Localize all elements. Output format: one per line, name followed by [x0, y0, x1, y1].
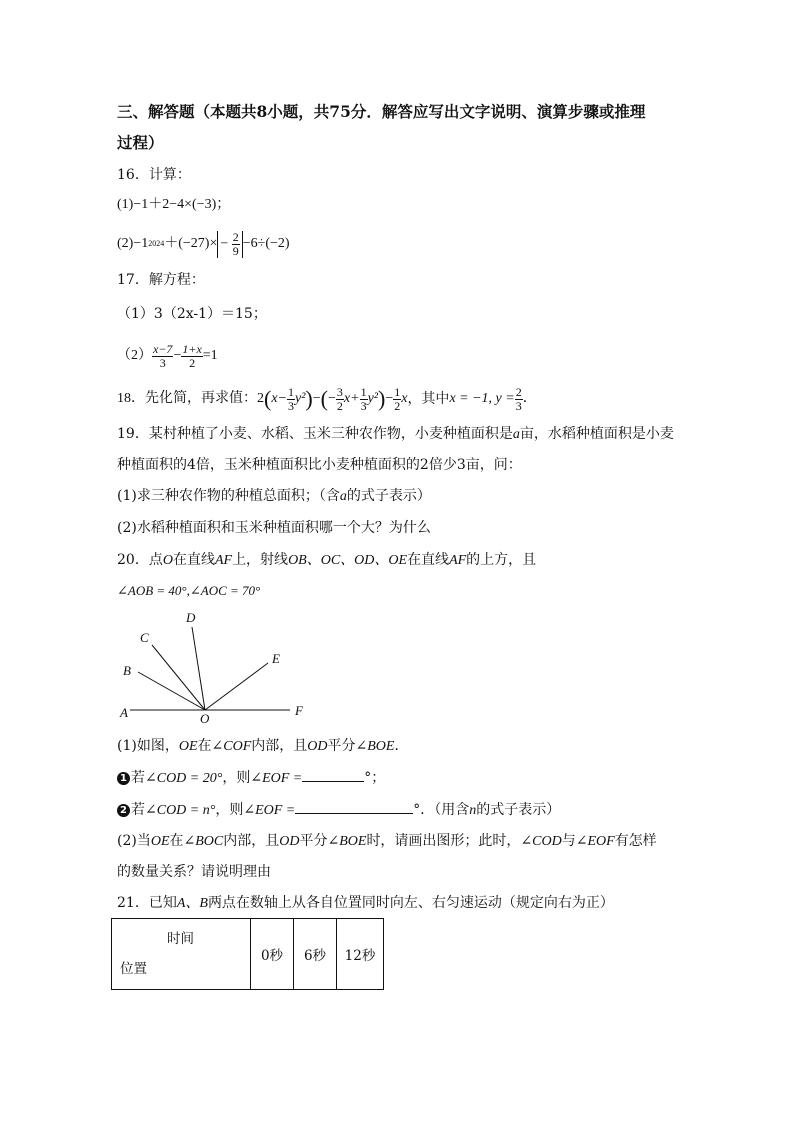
q20-sub2: [117, 800, 560, 821]
q16-p2-post: −6÷(−2): [242, 236, 290, 251]
q18-f1-num: 1: [288, 384, 294, 399]
label-B: B: [123, 663, 131, 678]
q20-p1b: 在: [197, 738, 212, 754]
q21-line1: [117, 893, 614, 914]
q17-p2-label: （2）: [117, 348, 152, 363]
q17-f2-num: 1+x: [182, 341, 202, 356]
q21-table: [111, 918, 384, 990]
q19-part1: [117, 486, 431, 507]
label-C: C: [140, 630, 149, 645]
q20-l1a: 20．点: [117, 552, 163, 568]
q18-minus: −: [312, 391, 321, 406]
q18-rparen-1: ): [305, 386, 313, 411]
q18-mid: ，其中: [407, 391, 450, 407]
q16-p2-pre: −1: [133, 236, 149, 251]
q17-fraction-1: [152, 343, 173, 370]
q17-title: 17．解方程：: [117, 272, 205, 288]
q16-p2-frac-num: 2: [232, 229, 239, 244]
q20-p1d: 平分: [327, 738, 356, 754]
section-header-line1: 三、解答题（本题共8小题，共75分．解答应写出文字说明、演算步骤或推理: [117, 102, 646, 121]
q21-AB: A、B: [176, 896, 208, 911]
q18-f3-num: 1: [360, 384, 367, 399]
q20-angle-BOC: ∠BOC: [183, 834, 224, 849]
q17-f2-den: 2: [189, 355, 196, 370]
q18-frac-5: [515, 386, 523, 413]
q19-var-a: a: [512, 427, 520, 442]
ray-OC: [152, 645, 205, 710]
label-F: F: [295, 703, 303, 718]
q18-x-plus: x+: [343, 391, 360, 406]
q21-table-header-cell: [112, 919, 251, 990]
q17-part1: （1）3（2x-1）＝15；: [117, 306, 267, 322]
q20-p2c: 内部，且: [223, 833, 280, 849]
section-header-line2: 过程）: [117, 133, 164, 152]
q20-part2-line2: 的数量关系？请说明理由: [117, 864, 271, 880]
q18-y2b: y²: [367, 391, 378, 406]
label-D: D: [186, 610, 196, 625]
q20-p2f: 与: [561, 833, 576, 849]
q18-f2-den: 2: [336, 398, 343, 413]
q18-minus-2: −: [385, 391, 394, 406]
q20-p1c: 内部，且: [251, 738, 308, 754]
q18-frac-3: [360, 386, 368, 413]
ray-OB: [138, 672, 205, 710]
q20-condition: ∠AOB = 40°,∠AOC = 70°: [117, 583, 261, 598]
q20-angle-COD: ∠COD: [520, 834, 562, 849]
q21-header-time: 时间: [167, 931, 194, 947]
q20-s2-answer-blank[interactable]: [295, 813, 413, 814]
q20-angle-EOF: ∠EOF: [575, 834, 615, 849]
circled-2-icon: 2: [117, 804, 130, 817]
q20-s2-ask: ∠EOF =: [243, 803, 296, 818]
q18-f5-num: 2: [515, 384, 522, 399]
q20-p1-OE: OE: [178, 739, 198, 754]
q18-prefix: 18．先化简，再求值：: [117, 391, 257, 406]
circled-1-icon: 1: [117, 772, 130, 785]
q16-part1: [117, 195, 230, 215]
q20-s1-ask: ∠EOF =: [250, 771, 303, 786]
q21-col-0s: 0秒: [251, 919, 294, 990]
q17-f1-den: 3: [159, 355, 166, 370]
q16-part2: [117, 226, 290, 262]
q18-lparen-1: (: [264, 386, 272, 411]
q20-s2b: ，则: [215, 802, 244, 818]
label-A: A: [120, 705, 128, 720]
q21-l1a: 21．已知: [117, 895, 177, 911]
q18-x-2: x: [401, 391, 408, 406]
q20-p2d: 平分: [299, 833, 328, 849]
q20-line1: [117, 550, 536, 571]
q19-p1-var-a: a: [339, 489, 347, 504]
q17-minus: −: [173, 348, 182, 363]
q20-l1c: 上，射线: [232, 552, 289, 568]
q20-s2-cond: ∠COD = n°: [145, 803, 216, 818]
q17-part2: [117, 338, 218, 374]
q16-title: 16．计算：: [117, 167, 191, 183]
q20-p1a: (1)如图，: [117, 738, 179, 754]
q20-p1e: ．: [394, 738, 409, 754]
q19-part2: (2)水稻种植面积和玉米种植面积哪一个大？为什么: [117, 520, 431, 536]
q20-p2-OD: OD: [279, 834, 300, 849]
q16-p2-exponent: 2024: [148, 239, 165, 248]
q18-x-minus: x−: [271, 391, 287, 406]
q20-p1-OD: OD: [307, 739, 328, 754]
q20-p2-angle-BOE: ∠BOE: [327, 834, 367, 849]
q20-s1-answer-blank[interactable]: [302, 781, 364, 782]
q18-condition: x = −1, y =: [449, 391, 515, 406]
q19-line1a: 19．某村种植了小麦、水稻、玉米三种农作物，小麦种植面积是: [117, 426, 513, 442]
q20-l1e: 的上方，且: [466, 552, 537, 568]
q16-p2-label: (2): [117, 236, 134, 251]
q20-part1: [117, 736, 408, 757]
q18-neg: −: [327, 391, 336, 406]
q20-p2g: 有怎样: [614, 833, 657, 849]
q20-l1b: 在直线: [172, 552, 215, 568]
q19-line1b: 亩，水稻种植面积是小麦: [519, 426, 674, 442]
q21-col-12s: 12秒: [337, 919, 384, 990]
q18-f3-den: 3: [360, 398, 367, 413]
q17-f1-num: x−7: [153, 341, 173, 356]
q16-p2-fraction: [232, 231, 240, 258]
q20-s2d: 的式子表示）: [476, 802, 561, 818]
q16-p2-absolute-value: [217, 231, 242, 258]
q16-p1-expr: −1＋2−4×(−3)；: [133, 197, 231, 212]
q20-sub1: [117, 768, 385, 789]
q18-f1-den: 3: [288, 398, 294, 413]
q20-p2-OE: OE: [150, 834, 170, 849]
q20-s2-n: n: [469, 803, 477, 818]
q19-p1b: 的式子表示）: [346, 488, 431, 504]
q18-y2: y²: [295, 391, 306, 406]
q19-p1a: (1)求三种农作物的种植总面积；（含: [117, 488, 340, 504]
q19-line1: [117, 424, 674, 445]
q18-f2-num: 3: [336, 384, 343, 399]
q20-AF: AF: [214, 553, 233, 568]
q21-col-6s: 6秒: [294, 919, 337, 990]
q17-equals: =1: [202, 348, 218, 363]
q20-s1-cond: ∠COD = 20°: [145, 771, 223, 786]
q16-p2-frac-sign: −: [220, 236, 229, 251]
q20-p2a: (2)当: [117, 833, 151, 849]
q20-angle-COF: ∠COF: [211, 739, 252, 754]
ray-OE: [205, 663, 268, 710]
q18-coef-2: 2: [257, 391, 264, 406]
q16-p2-mid: ＋(−27)×: [164, 236, 218, 251]
q20-geometry-figure: [110, 605, 320, 725]
q19-line2: 种植面积的4倍，玉米种植面积比小麦种植面积的2倍少3亩，问：: [117, 457, 522, 473]
q20-rays: OB、OC、OD、OE: [288, 553, 408, 568]
q16-p1-label: (1): [117, 197, 134, 212]
q18-end: ．: [522, 391, 537, 406]
q20-s2c: °．（用含: [413, 802, 470, 818]
q20-O: O: [162, 553, 173, 568]
q20-angle-BOE: ∠BOE: [355, 739, 395, 754]
q18-f5-den: 3: [515, 398, 522, 413]
q17-fraction-2: [181, 343, 202, 370]
q20-AF-2: AF: [449, 553, 467, 568]
label-E: E: [272, 651, 280, 666]
q20-s1c: °；: [364, 770, 386, 786]
ray-OD: [192, 627, 205, 710]
q18-frac-2: [336, 386, 344, 413]
q18-rparen-2: ): [377, 386, 386, 411]
q21-l1b: 两点在数轴上从各自位置同时向左、右匀速运动（规定向右为正）: [207, 895, 614, 911]
q18-lparen-2: (: [320, 386, 328, 411]
q18-f4-den: 2: [394, 398, 401, 413]
q20-s2a: 若: [131, 802, 145, 818]
q20-s1b: ，则: [222, 770, 251, 786]
q20-s1a: 若: [131, 770, 145, 786]
q20-p2b: 在: [169, 833, 184, 849]
q18-f4-num: 1: [394, 384, 401, 399]
q20-part2: [117, 831, 657, 852]
q21-header-position: 位置: [120, 961, 147, 977]
q20-l1d: 在直线: [407, 552, 450, 568]
q16-p2-frac-den: 9: [232, 243, 239, 258]
q20-p2e: 时，请画出图形；此时，: [366, 833, 521, 849]
label-O: O: [200, 711, 210, 725]
q18-frac-1: [287, 386, 295, 413]
q18-line: [117, 380, 537, 418]
